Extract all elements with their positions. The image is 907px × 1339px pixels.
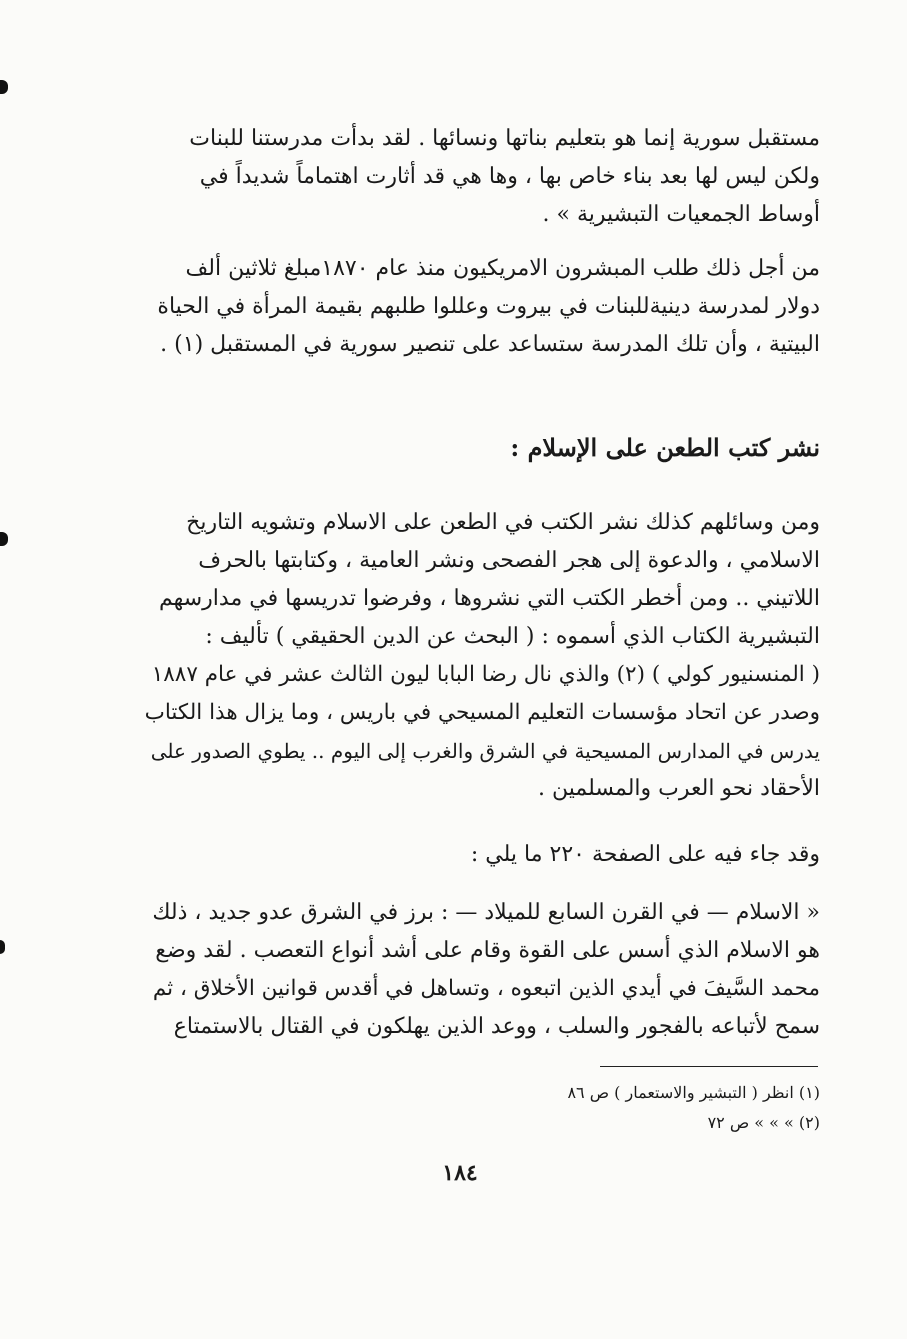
paragraph-2	[140, 250, 820, 364]
footnote-divider	[600, 1066, 818, 1067]
paragraph-5-quotation	[140, 894, 820, 1046]
paragraph-4	[140, 836, 820, 874]
footnote-1: (١) انظر ( التبشير والاستعمار ) ص ٨٦	[567, 1083, 820, 1102]
text-line: اللاتيني .. ومن أخطر الكتب التي نشروها ، وفرضوا تدريسها في مدارسهم	[158, 586, 820, 611]
paragraph-3	[140, 504, 820, 808]
text-line: يدرس في المدارس المسيحية في الشرق والغرب إلى اليوم .. يطوي الصدور على	[150, 739, 820, 763]
footnote-2: (٢) » » » ص ٧٢	[707, 1113, 820, 1132]
text-line: وقد جاء فيه على الصفحة ٢٢٠ ما يلي :	[470, 842, 820, 867]
text-line: هو الاسلام الذي أسس على القوة وقام على أشد أنواع التعصب . لقد وضع	[155, 938, 820, 963]
text-line: وصدر عن اتحاد مؤسسات التعليم المسيحي في باريس ، وما يزال هذا الكتاب	[144, 700, 820, 725]
text-line: ولكن ليس لها بعد بناء خاص بها ، وها هي قد أثارت اهتماماً شديداً في	[199, 164, 820, 189]
scan-binding-mark	[0, 940, 5, 954]
text-line: سمح لأتباعه بالفجور والسلب ، ووعد الذين يهلكون في القتال بالاستمتاع	[173, 1014, 820, 1039]
text-line: الأحقاد نحو العرب والمسلمين .	[538, 776, 820, 801]
text-line: محمد السَّيفَ في أيدي الذين اتبعوه ، وتساهل في أقدس قوانين الأخلاق ، ثم	[152, 976, 820, 1001]
text-line: « الاسلام — في القرن السابع للميلاد — : برز في الشرق عدو جديد ، ذلك	[152, 900, 820, 925]
footnotes	[140, 1078, 820, 1138]
text-line: أوساط الجمعيات التبشيرية » .	[542, 202, 820, 227]
text-line: من أجل ذلك طلب المبشرون الامريكيون منذ عام ١٨٧٠مبلغ ثلاثين ألف	[185, 256, 820, 281]
scan-binding-mark	[0, 532, 8, 546]
text-line: ( المنسنيور كولي ) (٢) والذي نال رضا البابا ليون الثالث عشر في عام ١٨٨٧	[151, 662, 820, 687]
text-line: مستقبل سورية إنما هو بتعليم بناتها ونسائها . لقد بدأت مدرستنا للبنات	[189, 126, 820, 151]
paragraph-1	[140, 120, 820, 234]
text-line: ومن وسائلهم كذلك نشر الكتب في الطعن على الاسلام وتشويه التاريخ	[186, 510, 820, 535]
scan-binding-mark	[0, 80, 8, 94]
page-number: ١٨٤	[442, 1160, 478, 1186]
text-line: التبشيرية الكتاب الذي أسموه : ( البحث عن الدين الحقيقي ) تأليف :	[205, 624, 820, 649]
text-line: الاسلامي ، والدعوة إلى هجر الفصحى ونشر العامية ، وكتابتها بالحرف	[198, 548, 820, 573]
section-heading: نشر كتب الطعن على الإسلام :	[510, 433, 820, 462]
text-line: دولار لمدرسة دينيةللبنات في بيروت وعللوا طلبهم بقيمة المرأة في الحياة	[157, 294, 820, 319]
text-line: البيتية ، وأن تلك المدرسة ستساعد على تنصير سورية في المستقبل (١) .	[160, 332, 820, 357]
